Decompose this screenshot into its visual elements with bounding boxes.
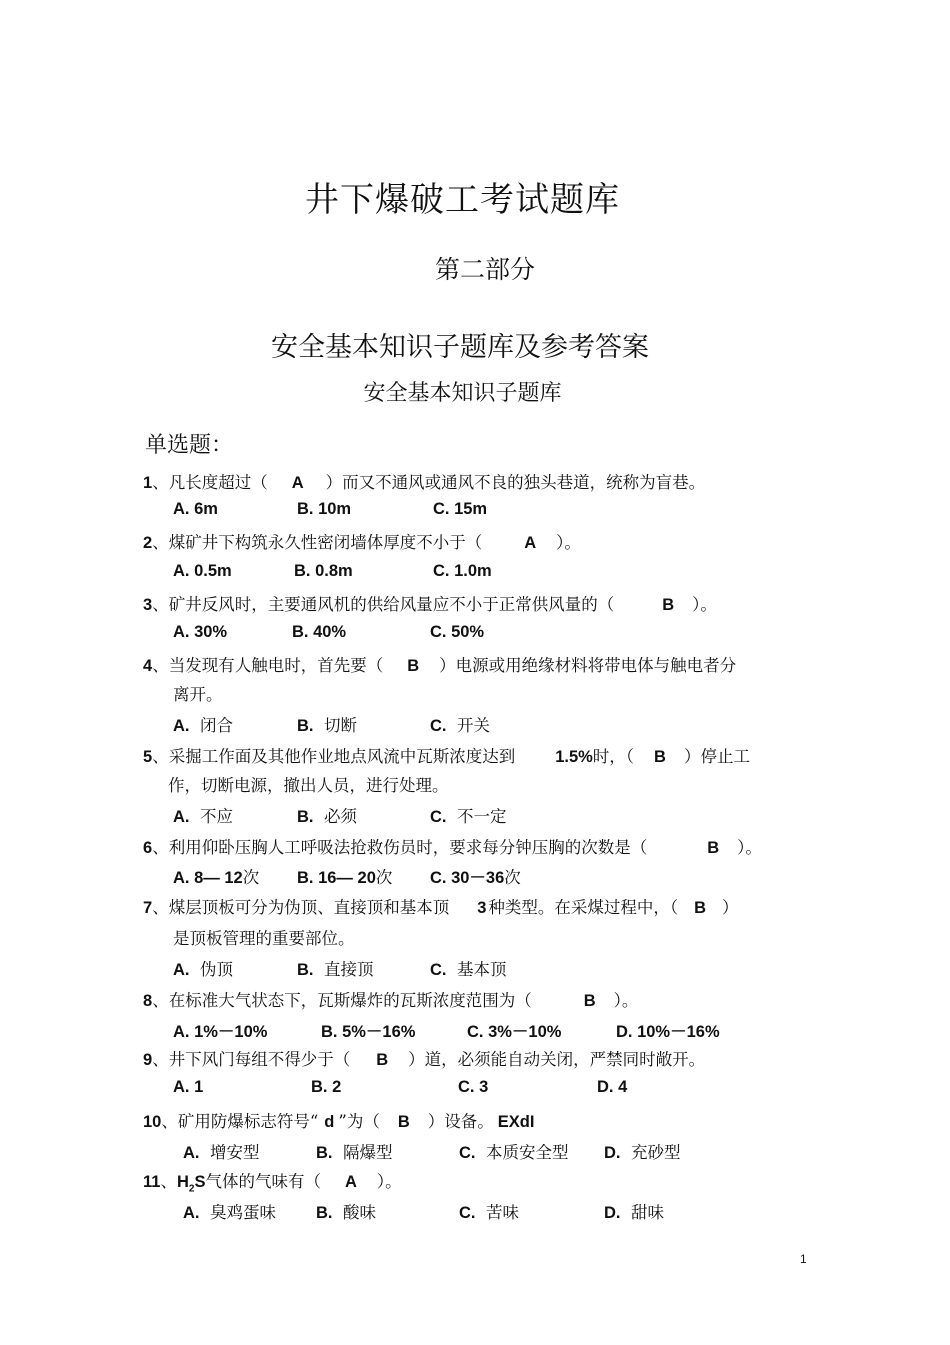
- option: A. 6m: [173, 500, 218, 518]
- question-9: 9、井下风门每组不得少于（ B ）道，必须能自动关闭，严禁同时敞开。: [143, 1050, 706, 1069]
- question-7: 7、煤层顶板可分为伪顶、直接顶和基本顶 3 种类型。在采煤过程中，（ B ）: [143, 898, 739, 917]
- question-5: 5、采掘工作面及其他作业地点风流中瓦斯浓度达到 1.5%时，（ B ）停止工: [143, 747, 750, 766]
- question-5-continuation: 作，切断电源，撤出人员，进行处理。: [168, 776, 449, 795]
- option: C. 不一定: [430, 807, 507, 826]
- part-heading: 第二部分: [434, 255, 535, 284]
- question-8: 8、在标准大气状态下，瓦斯爆炸的瓦斯浓度范围为（ B ）。: [143, 991, 639, 1010]
- answer: A: [291, 474, 304, 492]
- option: C. 基本顶: [430, 960, 507, 979]
- question-11: 11、$H_2S$气体的气味有（ A ）。: [143, 1172, 402, 1195]
- option: B. 切断: [297, 716, 357, 735]
- option: B. 直接顶: [297, 960, 374, 979]
- question-3: 3、矿井反风时，主要通风机的供给风量应不小于正常供风量的（ B ）。: [143, 595, 717, 614]
- answer: A: [344, 1173, 357, 1191]
- option: C. 本质安全型: [459, 1143, 569, 1162]
- chemical-formula: $H_2S$: [176, 1173, 206, 1195]
- answer: B: [694, 899, 707, 917]
- option: B. 16— 20次: [297, 868, 393, 887]
- question-6: 6、利用仰卧压胸人工呼吸法抢救伤员时，要求每分钟压胸的次数是（ B ）。: [143, 838, 762, 857]
- answer: 3: [477, 899, 487, 917]
- option: C. 开关: [430, 716, 490, 735]
- subtitle-secondary: 安全基本知识子题库: [363, 381, 562, 406]
- question-4: 4、当发现有人触电时，首先要（ B ）电源或用绝缘材料将带电体与触电者分: [143, 656, 737, 675]
- option: C. 苦味: [459, 1203, 519, 1222]
- option: C. 30－36次: [430, 868, 521, 887]
- option: B. 40%: [292, 623, 347, 641]
- answer: A: [524, 534, 537, 552]
- answer: B: [654, 748, 666, 766]
- option: A. 增安型: [183, 1143, 260, 1162]
- answer: B: [376, 1051, 389, 1069]
- option: B. 5%－16%: [321, 1023, 416, 1041]
- option: A. 30%: [173, 623, 228, 641]
- option: D. 10%－16%: [616, 1023, 720, 1041]
- question-2: 2、煤矿井下构筑永久性密闭墙体厚度不小于（ A ）。: [143, 533, 581, 552]
- section-heading: 单选题：: [145, 433, 234, 458]
- page-number: 1: [800, 1252, 807, 1266]
- option: D. 4: [597, 1078, 628, 1096]
- question-4-continuation: 离开。: [173, 685, 223, 704]
- answer: B: [662, 596, 675, 614]
- answer: B: [707, 839, 720, 857]
- option: D. 甜味: [604, 1203, 664, 1222]
- explosion-proof-mark: EXdI: [497, 1113, 535, 1131]
- option: B. 2: [311, 1078, 342, 1096]
- question-1: 1、凡长度超过（ A ）而又不通风或通风不良的独头巷道，统称为盲巷。: [143, 473, 706, 492]
- option: B. 10m: [297, 500, 352, 518]
- answer: B: [583, 992, 596, 1010]
- option: A. 0.5m: [173, 562, 232, 580]
- option: B. 酸味: [316, 1203, 376, 1222]
- option: A. 8— 12次: [173, 868, 260, 887]
- option: A. 1: [173, 1078, 204, 1096]
- option: C. 50%: [430, 623, 485, 641]
- question-10: 10、矿用防爆标志符号“ d ”为（ B ）设备。 EXdI: [143, 1112, 535, 1131]
- option: C. 1.0m: [433, 562, 492, 580]
- option: A. 1%－10%: [173, 1023, 268, 1041]
- option: D. 充砂型: [604, 1143, 681, 1162]
- option: A. 臭鸡蛋味: [183, 1203, 276, 1222]
- answer: B: [397, 1113, 410, 1131]
- document-title: 井下爆破工考试题库: [305, 180, 620, 220]
- option: A. 闭合: [173, 716, 233, 735]
- answer: B: [407, 657, 420, 675]
- option: C. 3%－10%: [467, 1023, 562, 1041]
- option: B. 必须: [297, 807, 357, 826]
- option: C. 15m: [433, 500, 488, 518]
- answer: d: [324, 1113, 335, 1131]
- option: B. 隔爆型: [316, 1143, 393, 1162]
- option: A. 不应: [173, 807, 233, 826]
- option: B. 0.8m: [294, 562, 353, 580]
- answer: 1.5%: [555, 748, 593, 766]
- option: C. 3: [458, 1078, 489, 1096]
- question-7-continuation: 是顶板管理的重要部位。: [173, 929, 355, 948]
- subtitle-main: 安全基本知识子题库及参考答案: [271, 332, 649, 363]
- option: A. 伪顶: [173, 960, 233, 979]
